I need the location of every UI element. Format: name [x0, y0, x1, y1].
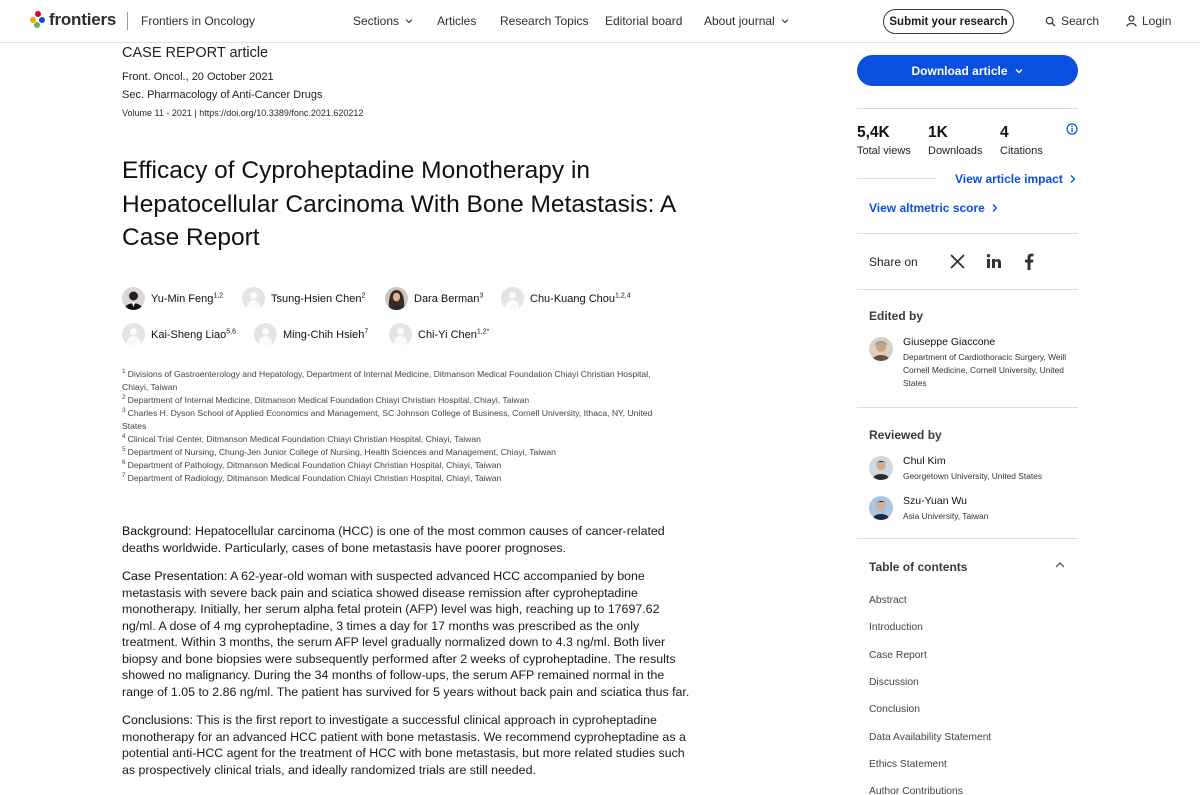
toc-item-author-contributions[interactable]: Author Contributions: [869, 786, 963, 795]
abstract-case-presentation: Case Presentation: A 62-year-old woman with suspected advanced HCC accompanied by bone metastasis with severe back pain and sciatica showed disease remission after cyproheptadine monotherapy. Initially, her serum alpha fetal protein (AFP) level was high, reaching up to 17697.62 ng/ml. A dose of 4 mg cyproheptadine, 3 times a day for 17 months was prescribed as the only treatment. Within 3 months, the serum AFP level gradually normalized down to 4.3 ng/ml. Both liver biopsy and bone biopsies were subsequently performed after 2 weeks of cyproheptadine. The results showed no malignancy. During the 34 months of follow-ups, the serum AFP remained normal in the range of 1.05 to 2.86 ng/ml. The patient has survived for 5 years without back pain and sciatica thus far.: [122, 569, 690, 699]
download-label: Download article: [911, 63, 1008, 78]
journal-date: Front. Oncol., 20 October 2021: [122, 71, 274, 83]
author-avatar: [385, 287, 408, 310]
view-altmetric-score-link[interactable]: [869, 201, 999, 215]
frontiers-logo-icon: [30, 11, 45, 29]
nav-editorial-board-label: Editorial board: [605, 14, 683, 28]
nav-research-topics[interactable]: [500, 14, 589, 28]
search-icon: [1045, 16, 1056, 27]
login-button[interactable]: [1126, 14, 1171, 28]
reviewed-by-label: Reviewed by: [869, 428, 942, 442]
author-name: Chi-Yi Chen$^{1,2*}$: [418, 327, 490, 341]
toc-item-introduction[interactable]: Introduction: [869, 622, 923, 633]
author-name: Kai-Sheng Liao$^{5,6}$: [151, 327, 236, 341]
nav-articles-label: Articles: [437, 14, 477, 28]
nav-editorial-board[interactable]: [605, 14, 682, 28]
divider: [857, 178, 937, 179]
volume-label: Volume 11 - 2021: [122, 108, 192, 118]
divider: [857, 407, 1078, 408]
article-type: CASE REPORT article: [122, 45, 269, 61]
affiliation-item: $^2$ Department of Internal Medicine, Ditmanson Medical Foundation Chiayi Christian Hospital, Chiayi, Taiwan: [122, 394, 530, 405]
author-name: Yu-Min Feng$^{1,2}$: [151, 291, 224, 305]
divider: [857, 289, 1078, 290]
author-link[interactable]: [242, 287, 365, 310]
toc-item-discussion[interactable]: Discussion: [869, 677, 919, 688]
abstract-conclusions: Conclusions: This is the first report to investigate a successful clinical approach in cyproheptadine monotherapy for an advanced HCC patient with bone metastasis. We recommend cyproheptadine as a potential anti-HCC agent for the treatment of HCC with bone metastasis, but more related studies such as prospectively clinical trials, and ideally randomized trials are still needed.: [122, 713, 686, 777]
nav-about-journal-label: About journal: [704, 14, 775, 28]
divider: [857, 538, 1078, 539]
affiliation-item: $^5$ Department of Nursing, Chung-Jen Junior College of Nursing, Health Sciences and Management, Chiayi, Taiwan: [122, 446, 556, 457]
download-article-button[interactable]: [857, 55, 1078, 86]
nav-sections-label: Sections: [353, 14, 400, 28]
author-name: Tsung-Hsien Chen$^2$: [271, 291, 366, 305]
linkedin-icon[interactable]: [986, 253, 1002, 270]
author-avatar-placeholder: [122, 323, 145, 346]
total-views-count: 5,4K: [857, 124, 890, 141]
reviewer-entry[interactable]: [869, 495, 988, 523]
abstract-background: Background: Hepatocellular carcinoma (HCC) is one of the most common causes of cancer-related deaths worldwide. Particularly, cases of bone metastasis have poorer prognoses.: [122, 524, 665, 555]
facebook-icon[interactable]: [1024, 253, 1034, 270]
search-button[interactable]: [1045, 14, 1099, 28]
toc-item-case-report[interactable]: Case Report: [869, 650, 927, 661]
reviewer-affiliation: Georgetown University, United States: [903, 471, 1043, 481]
user-icon: [1126, 15, 1137, 27]
toc-item-conclusion[interactable]: Conclusion: [869, 704, 920, 715]
editor-avatar: [869, 337, 893, 361]
table-of-contents-title[interactable]: Table of contents: [869, 560, 968, 574]
article-section[interactable]: Sec. Pharmacology of Anti-Cancer Drugs: [122, 89, 323, 101]
abstract: [122, 523, 692, 790]
reviewer-affiliation: Asia University, Taiwan: [903, 511, 989, 521]
author-avatar-placeholder: [501, 287, 524, 310]
reviewer-avatar: [869, 456, 893, 480]
reviewer-name: Szu-Yuan Wu: [903, 495, 968, 507]
citations-label: Citations: [1000, 145, 1043, 157]
author-name: Ming-Chih Hsieh$^7$: [283, 327, 369, 341]
nav-research-topics-label: Research Topics: [500, 14, 589, 28]
x-icon[interactable]: [949, 253, 966, 270]
editor-name: Giuseppe Giaccone: [903, 336, 996, 348]
article-title: Efficacy of Cyproheptadine Monotherapy in Hepatocellular Carcinoma With Bone Metastasis: A Case Report: [122, 157, 675, 251]
view-altmetric-score-label: View altmetric score: [869, 201, 985, 215]
author-name: Dara Berman$^3$: [414, 291, 484, 305]
nav-about-journal[interactable]: [704, 14, 790, 28]
downloads-count: 1K: [928, 124, 948, 141]
chevron-right-icon: [1069, 174, 1077, 184]
chevron-right-icon: [991, 203, 999, 213]
affiliation-item: $^1$ Divisions of Gastroenterology and Hepatology, Department of Internal Medicine, Ditmanson Medical Foundation Chiayi Christian Hospital, Chiayi, Taiwan: [122, 368, 651, 392]
reviewer-avatar: [869, 496, 893, 520]
author-avatar-placeholder: [389, 323, 412, 346]
affiliation-item: $^7$ Department of Radiology, Ditmanson Medical Foundation Chiayi Christian Hospital, Chiayi, Taiwan: [122, 472, 502, 483]
author-link[interactable]: [122, 287, 223, 310]
volume-doi: [122, 108, 363, 118]
search-label: Search: [1061, 14, 1100, 28]
author-name: Chu-Kuang Chou$^{1,2,4}$: [530, 291, 631, 305]
author-avatar-placeholder: [254, 323, 277, 346]
editor-entry[interactable]: [869, 336, 1068, 390]
downloads-label: Downloads: [928, 145, 983, 157]
chevron-down-icon: [404, 16, 414, 26]
reviewer-name: Chul Kim: [903, 455, 946, 467]
editor-affiliation: Department of Cardiothoracic Surgery, Weill Cornell Medicine, Cornell University, United States: [903, 352, 1067, 388]
affiliations-list: [122, 368, 667, 485]
login-label: Login: [1142, 14, 1172, 28]
journal-name[interactable]: Frontiers in Oncology: [141, 14, 256, 28]
share-on-label: Share on: [869, 255, 918, 269]
author-avatar-placeholder: [242, 287, 265, 310]
toc-item-ethics-statement[interactable]: Ethics Statement: [869, 759, 947, 770]
affiliation-item: $^4$ Clinical Trial Center, Ditmanson Medical Foundation Chiayi Christian Hospital, Chiayi, Taiwan: [122, 433, 481, 444]
citations-count: 4: [1000, 124, 1009, 141]
nav-articles[interactable]: [437, 14, 476, 28]
info-icon[interactable]: [1066, 123, 1078, 135]
author-link[interactable]: [385, 287, 483, 310]
divider: [857, 233, 1078, 234]
doi-link[interactable]: https://doi.org/10.3389/fonc.2021.620212: [199, 108, 364, 118]
nav-divider: [127, 12, 128, 30]
top-nav: [0, 0, 1200, 43]
submit-research-button[interactable]: Submit your research: [883, 9, 1014, 34]
divider: [857, 108, 1078, 109]
author-link[interactable]: [254, 323, 368, 346]
brand-name: frontiers: [49, 10, 117, 29]
toc-item-data-availability[interactable]: Data Availability Statement: [869, 732, 992, 743]
total-views-label: Total views: [857, 145, 911, 157]
view-article-impact-link[interactable]: [955, 172, 1077, 186]
affiliation-item: $^3$ Charles H. Dyson School of Applied Economics and Management, SC Johnson College of Business, Cornell University, Ithaca, NY, United States: [122, 407, 653, 431]
author-avatar: [122, 287, 145, 310]
reviewer-entry[interactable]: [869, 455, 1042, 483]
chevron-up-icon[interactable]: [1054, 560, 1066, 570]
affiliation-item: $^6$ Department of Pathology, Ditmanson Medical Foundation Chiayi Christian Hospital, Chiayi, Taiwan: [122, 459, 502, 470]
edited-by-label: Edited by: [869, 309, 924, 323]
chevron-down-icon: [780, 16, 790, 26]
author-link[interactable]: [501, 287, 631, 310]
toc-item-abstract[interactable]: Abstract: [869, 595, 907, 606]
author-link[interactable]: [122, 323, 236, 346]
frontiers-logo[interactable]: [30, 10, 116, 30]
nav-sections[interactable]: [353, 14, 414, 28]
view-article-impact-label: View article impact: [955, 172, 1063, 186]
doi-separator: |: [194, 108, 197, 118]
author-link[interactable]: [389, 323, 489, 346]
chevron-down-icon: [1014, 66, 1024, 76]
